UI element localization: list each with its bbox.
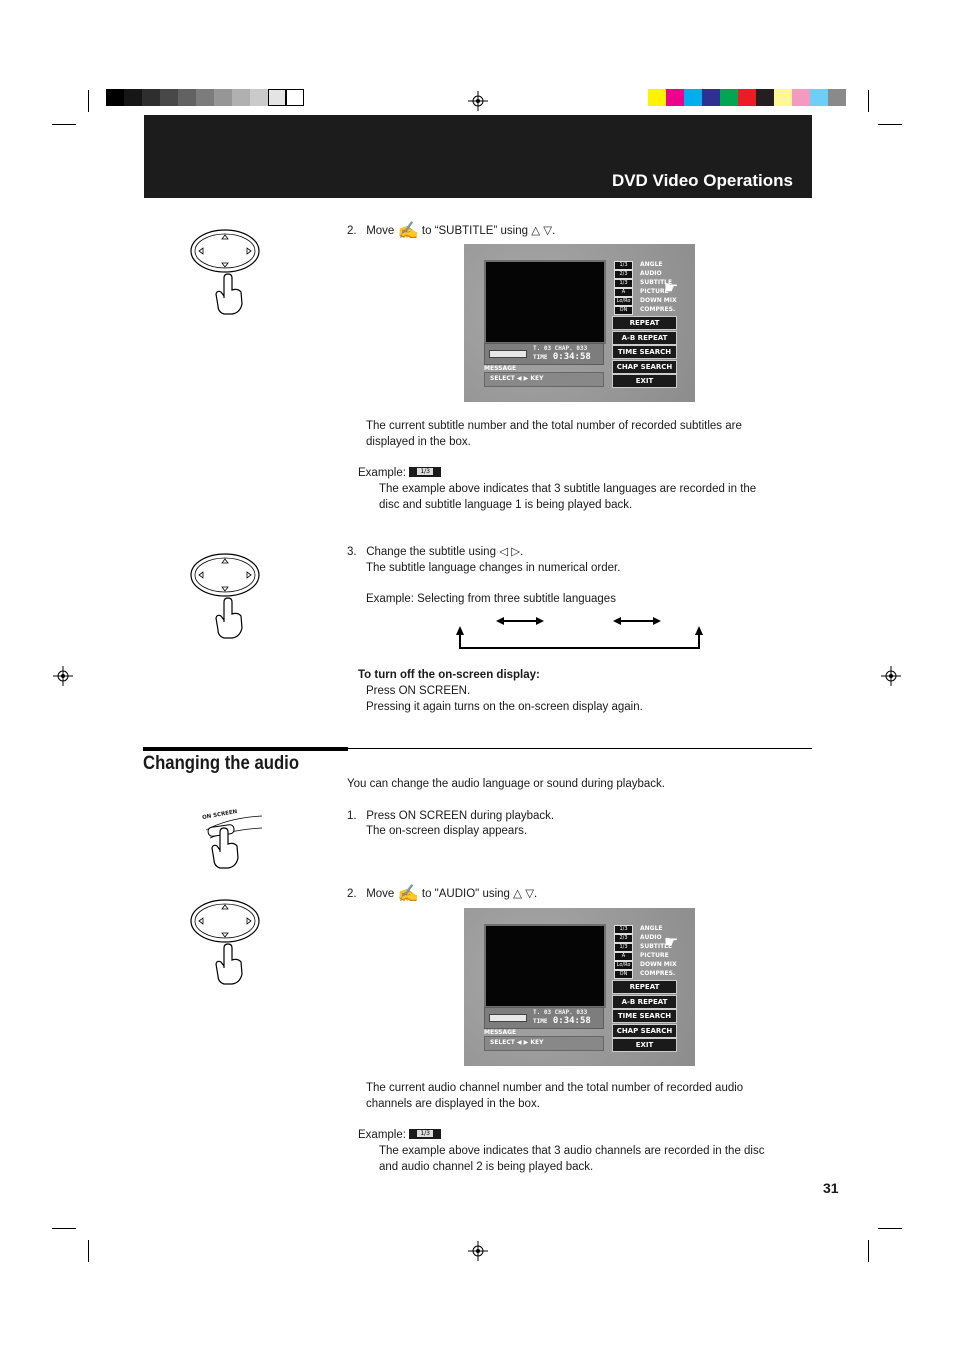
remote-cursor-pad-icon: [188, 226, 264, 316]
row-name: AUDIO: [640, 270, 662, 277]
row-name: ANGLE: [640, 261, 663, 268]
color-swatch: [142, 89, 160, 106]
on-screen-button-label: ON SCREEN: [201, 808, 238, 822]
grayscale-bar: [106, 89, 304, 106]
hand-pointer-icon: ☛: [664, 934, 679, 951]
color-swatch: [702, 89, 720, 106]
status-box: [484, 343, 604, 365]
osd-exit-button[interactable]: EXIT: [612, 374, 677, 388]
row-value: ON: [614, 306, 633, 315]
time-readout: [533, 1016, 591, 1026]
left-right-keys: ◁ ▷: [499, 546, 521, 558]
audio-desc-line1: The current audio channel number and the total number of recorded audio: [366, 1082, 744, 1094]
color-swatch: [178, 89, 196, 106]
section-rule-thick: [143, 747, 348, 751]
subtitle-example-line2: disc and subtitle language 1 is being played back.: [379, 499, 633, 511]
example-value: 1/3: [417, 468, 433, 475]
registration-target-icon: [468, 1241, 488, 1261]
audio-step-1-line2: The on-screen display appears.: [366, 825, 528, 837]
header-band: [144, 115, 812, 198]
osd-row-angle[interactable]: [612, 925, 692, 933]
osd-time-search-button[interactable]: TIME SEARCH: [612, 345, 677, 359]
color-swatch: [196, 89, 214, 106]
color-swatch: [286, 89, 304, 106]
example-label: Example:: [358, 467, 406, 479]
row-value: 2/3: [614, 934, 633, 943]
registration-target-icon: [53, 666, 73, 686]
hand-pointer-icon: ✍: [397, 221, 419, 240]
time-readout: [533, 352, 591, 362]
color-swatch: [810, 89, 828, 106]
audio-desc-line2: channels are displayed in the box.: [366, 1098, 540, 1110]
color-bar: [648, 89, 846, 106]
audio-step-2: [347, 886, 537, 902]
row-value: 1/3: [614, 943, 633, 952]
color-swatch: [648, 89, 666, 106]
subtitle-example-row: [358, 465, 441, 481]
section-heading: Changing the audio: [143, 753, 300, 774]
period: .: [534, 888, 538, 900]
period: .: [552, 225, 556, 237]
step-number: 1.: [347, 810, 357, 822]
subtitle-desc-line2: displayed in the box.: [366, 436, 471, 448]
step-text: to "AUDIO" using: [421, 888, 510, 900]
audio-example-line1: The example above indicates that 3 audio channels are recorded in the disc: [379, 1145, 765, 1157]
subtitle-cycle-diagram: [450, 610, 710, 654]
osd-row-audio[interactable]: [612, 934, 692, 942]
osd-time-search-button[interactable]: TIME SEARCH: [612, 1009, 677, 1023]
row-name: DOWN MIX: [640, 297, 677, 304]
color-swatch: [792, 89, 810, 106]
step-number: 3.: [347, 546, 357, 558]
period: .: [520, 546, 524, 558]
color-swatch: [774, 89, 792, 106]
example-3-caption: Example: Selecting from three subtitle languages: [366, 593, 616, 605]
osd-row-picture[interactable]: [612, 952, 692, 960]
osd-row-subtitle[interactable]: [612, 279, 692, 287]
registration-target-icon: [881, 666, 901, 686]
message-box: [484, 1036, 604, 1051]
message-box: [484, 372, 604, 387]
color-swatch: [268, 89, 286, 106]
up-down-keys: △ ▽: [531, 225, 553, 237]
row-name: SUBTITLE: [640, 943, 673, 950]
on-screen-display: [464, 908, 695, 1066]
osd-row-audio[interactable]: [612, 270, 692, 278]
row-name: COMPRES.: [640, 970, 676, 977]
row-name: ANGLE: [640, 925, 663, 932]
osd-repeat-button[interactable]: REPEAT: [612, 316, 677, 330]
time-label: TIME: [533, 1018, 548, 1025]
step-3-line2: The subtitle language changes in numerical order.: [366, 562, 621, 574]
crop-mark: [868, 1240, 869, 1262]
step-3-subtitle: [347, 544, 523, 560]
row-value: Lo/Ro: [614, 297, 633, 306]
message-label: MESSAGE: [484, 365, 517, 372]
crop-mark: [868, 90, 869, 112]
crop-mark: [52, 1228, 76, 1229]
hand-pointer-icon: ✍: [397, 884, 419, 903]
page-title: DVD Video Operations: [611, 171, 793, 190]
up-down-keys: △ ▽: [513, 888, 535, 900]
osd-row-compres[interactable]: [612, 970, 692, 978]
audio-step-1: [347, 808, 554, 824]
step-text: Press ON SCREEN during playback.: [366, 810, 555, 822]
row-name: AUDIO: [640, 934, 662, 941]
audio-example-row: [358, 1127, 441, 1143]
double-arrow-icon: [496, 617, 544, 625]
row-value: 1/3: [614, 279, 633, 288]
osd-chap-search-button[interactable]: CHAP SEARCH: [612, 1024, 677, 1038]
example-box-icon: [409, 467, 441, 477]
osd-exit-button[interactable]: EXIT: [612, 1038, 677, 1052]
color-swatch: [232, 89, 250, 106]
subtitle-example-line1: The example above indicates that 3 subtitle languages are recorded in the: [379, 483, 757, 495]
color-swatch: [250, 89, 268, 106]
crop-mark: [878, 124, 902, 125]
row-value: ON: [614, 970, 633, 979]
section-rule-thin: [348, 748, 812, 749]
remote-cursor-pad-icon: [188, 550, 264, 640]
video-window: [484, 924, 606, 1008]
progress-bar: [489, 350, 527, 358]
track-chapter: T. 03 CHAP. 033: [533, 345, 588, 352]
subtitle-desc-line1: The current subtitle number and the total number of recorded subtitles are: [366, 420, 742, 432]
step-text: to “SUBTITLE” using: [421, 225, 528, 237]
osd-row-angle[interactable]: [612, 261, 692, 269]
osd-ab-repeat-button[interactable]: A-B REPEAT: [612, 995, 677, 1009]
audio-example-line2: and audio channel 2 is being played back.: [379, 1161, 594, 1173]
row-value: 2/3: [614, 270, 633, 279]
color-swatch: [106, 89, 124, 106]
page-number: 31: [823, 1180, 839, 1196]
osd-chap-search-button[interactable]: CHAP SEARCH: [612, 360, 677, 374]
video-window: [484, 260, 606, 344]
audio-intro: You can change the audio language or sound during playback.: [347, 778, 665, 790]
track-chapter: T. 03 CHAP. 033: [533, 1009, 588, 1016]
step-move: Move: [366, 225, 395, 237]
message-text: SELECT ◀ ▶ KEY: [490, 1039, 544, 1046]
osd-row-subtitle[interactable]: [612, 943, 692, 951]
color-swatch: [756, 89, 774, 106]
row-name: SUBTITLE: [640, 279, 673, 286]
color-swatch: [684, 89, 702, 106]
osd-row-down-mix[interactable]: [612, 297, 692, 305]
crop-mark: [878, 1228, 902, 1229]
time-value: 0:34:58: [552, 352, 591, 362]
step-move: Move: [366, 888, 395, 900]
row-value: A: [614, 952, 633, 961]
osd-ab-repeat-button[interactable]: A-B REPEAT: [612, 331, 677, 345]
color-swatch: [124, 89, 142, 106]
turn-off-heading: To turn off the on-screen display:: [358, 669, 540, 681]
example-box-icon: [409, 1129, 441, 1139]
color-swatch: [160, 89, 178, 106]
registration-target-icon: [468, 91, 488, 111]
color-swatch: [666, 89, 684, 106]
progress-bar: [489, 1014, 527, 1022]
turn-off-line1: Press ON SCREEN.: [366, 685, 471, 697]
hand-pointer-icon: ☛: [664, 280, 679, 297]
crop-mark: [88, 90, 89, 112]
color-swatch: [828, 89, 846, 106]
example-value: 1/3: [417, 1130, 433, 1137]
status-box: [484, 1007, 604, 1029]
row-name: COMPRES.: [640, 306, 676, 313]
row-value: 1/3: [614, 261, 633, 270]
step-2-subtitle: [347, 223, 555, 239]
message-label: MESSAGE: [484, 1029, 517, 1036]
color-swatch: [738, 89, 756, 106]
osd-row-down-mix[interactable]: [612, 961, 692, 969]
crop-mark: [88, 1240, 89, 1262]
row-name: PICTURE: [640, 288, 669, 295]
osd-repeat-button[interactable]: REPEAT: [612, 980, 677, 994]
step-number: 2.: [347, 888, 357, 900]
row-name: PICTURE: [640, 952, 669, 959]
row-value: A: [614, 288, 633, 297]
crop-mark: [52, 124, 76, 125]
message-text: SELECT ◀ ▶ KEY: [490, 375, 544, 382]
time-label: TIME: [533, 354, 548, 361]
osd-row-compres[interactable]: [612, 306, 692, 314]
remote-cursor-pad-icon: [188, 896, 264, 986]
color-swatch: [214, 89, 232, 106]
osd-row-picture[interactable]: [612, 288, 692, 296]
step-text: Change the subtitle using: [366, 546, 496, 558]
row-value: 1/3: [614, 925, 633, 934]
double-arrow-icon: [613, 617, 661, 625]
row-name: DOWN MIX: [640, 961, 677, 968]
color-swatch: [720, 89, 738, 106]
turn-off-line2: Pressing it again turns on the on-screen display again.: [366, 701, 643, 713]
step-number: 2.: [347, 225, 357, 237]
example-label: Example:: [358, 1129, 406, 1141]
on-screen-display: [464, 244, 695, 402]
row-value: Lo/Ro: [614, 961, 633, 970]
time-value: 0:34:58: [552, 1016, 591, 1026]
